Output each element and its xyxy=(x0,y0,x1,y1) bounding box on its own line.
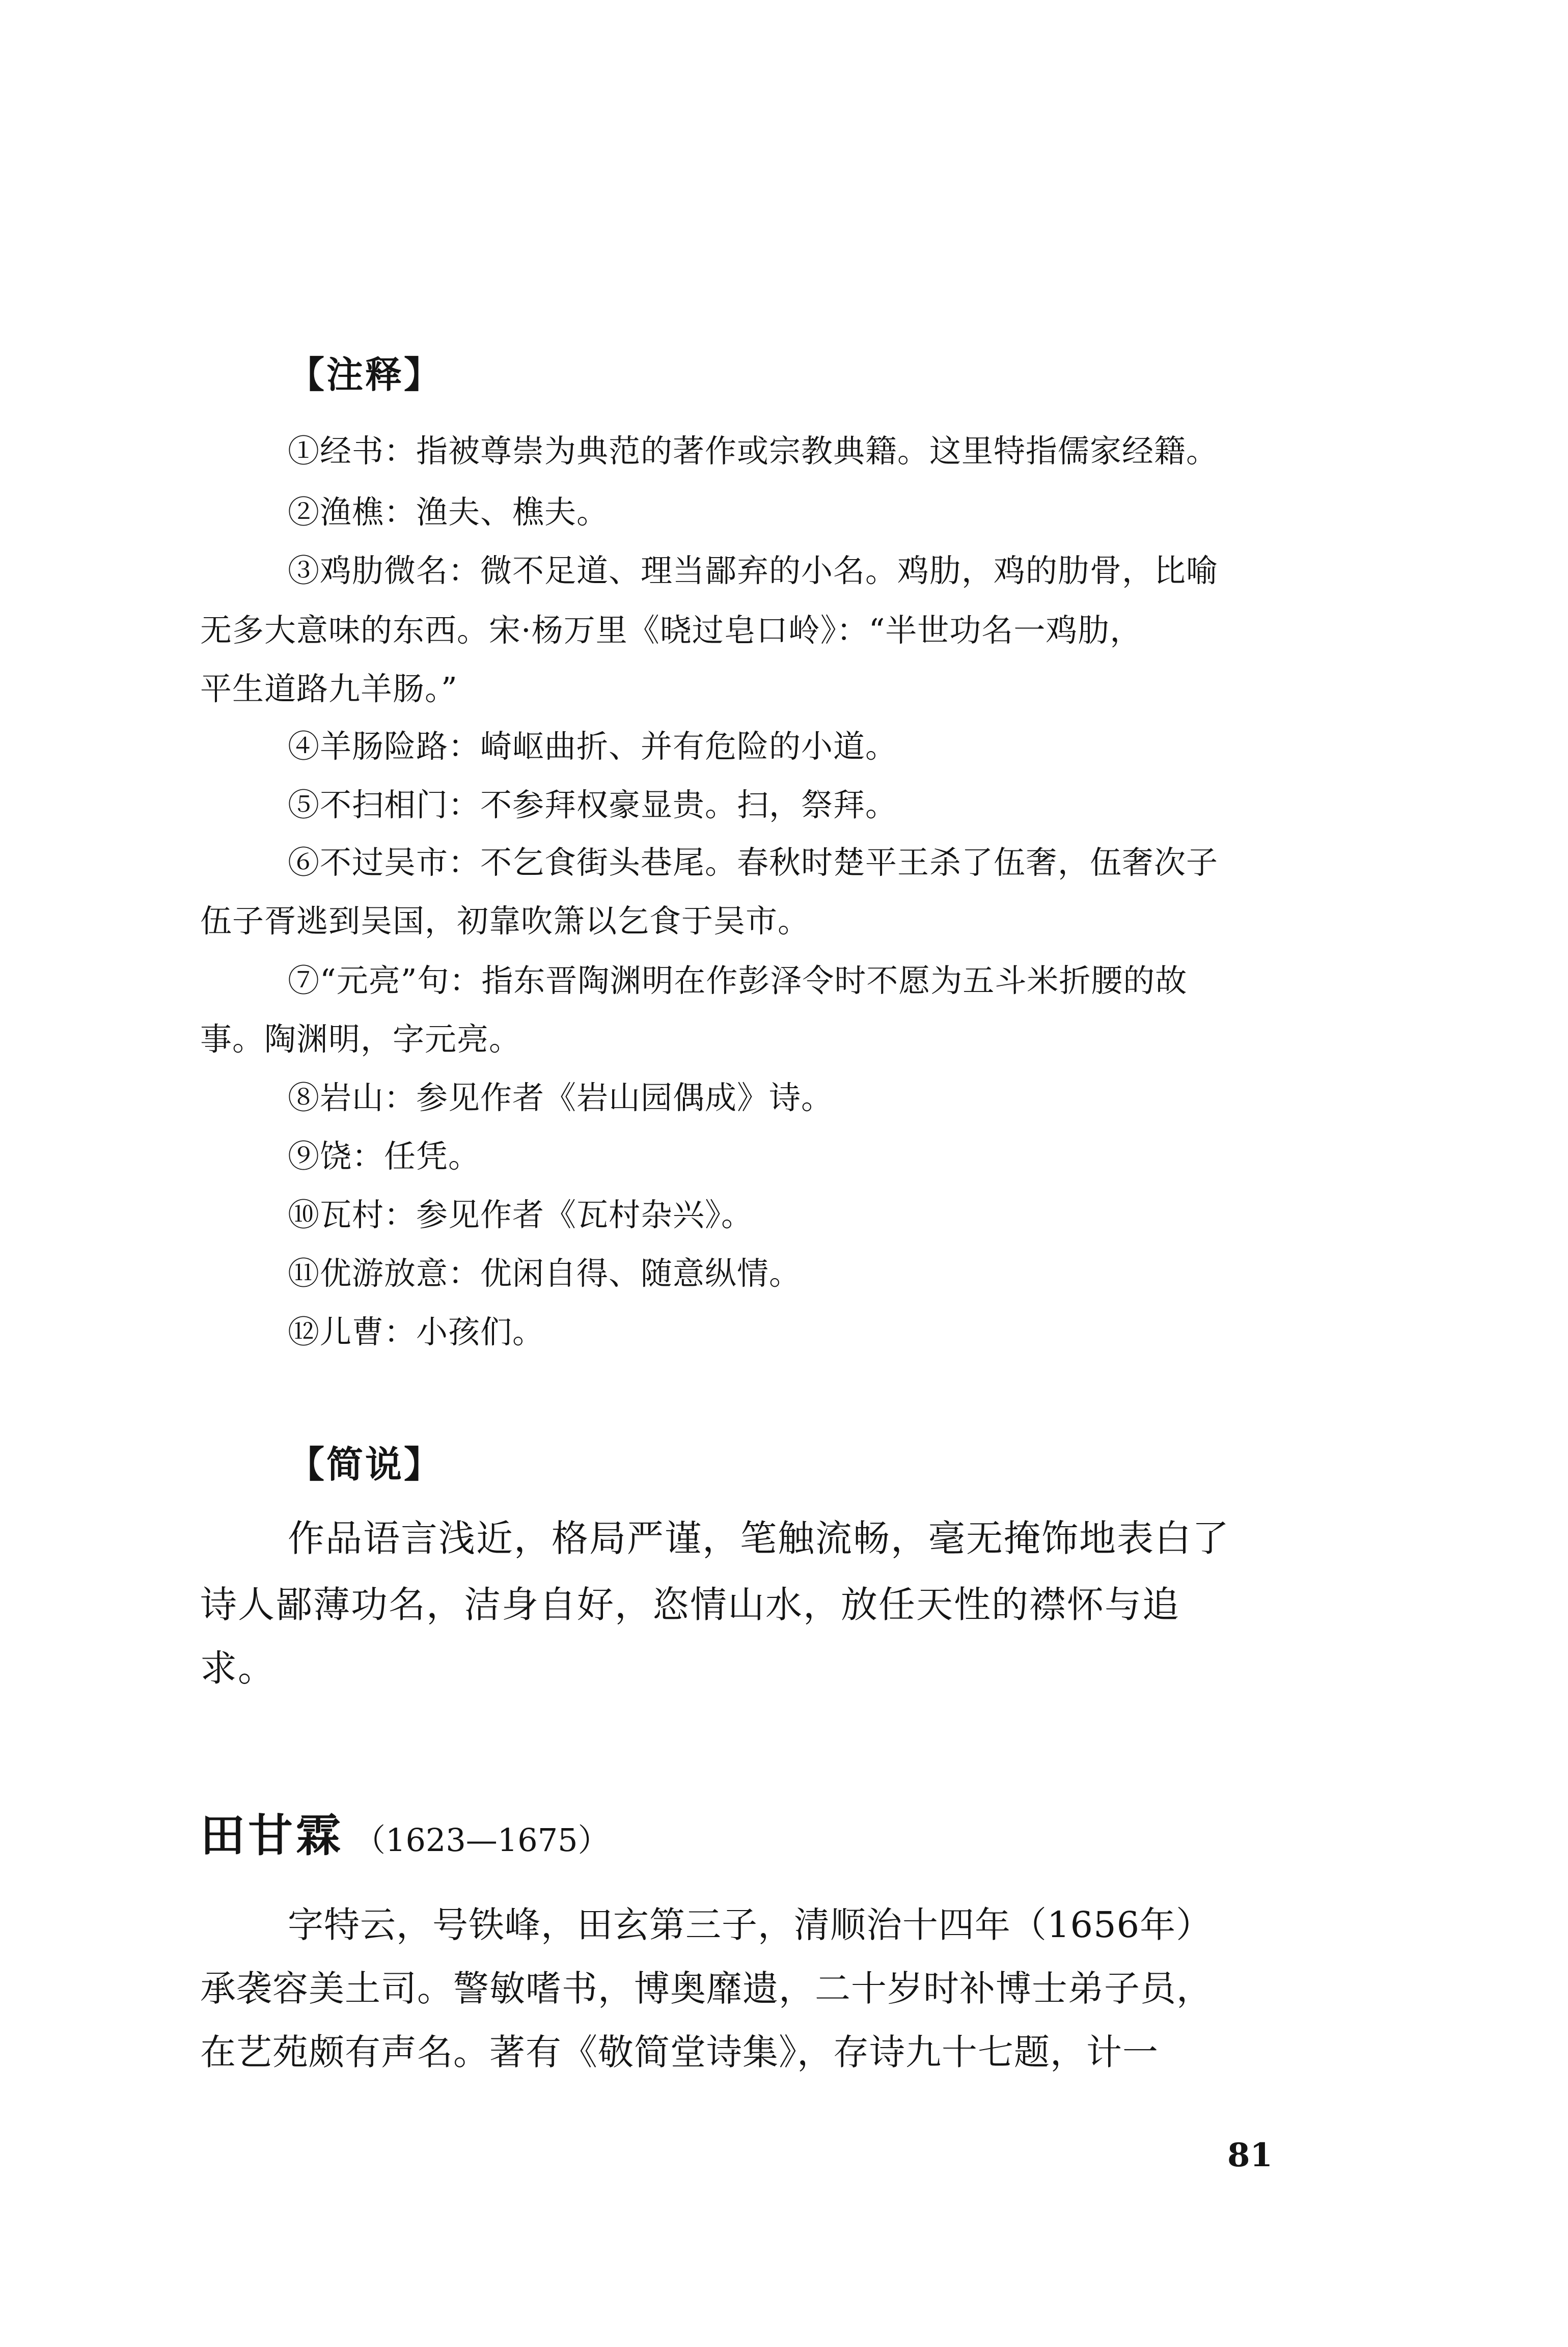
bio-line: 承袭容美土司。警敏嗜书，博奥靡遗，二十岁时补博士弟子员， xyxy=(200,1968,1213,2009)
notes-heading: 【注释】 xyxy=(288,353,443,396)
author-name: 田甘霖 xyxy=(200,1809,344,1862)
note-line: ⑪优游放意：优闲自得、随意纵情。 xyxy=(288,1255,802,1292)
commentary-line: 诗人鄙薄功名，洁身自好，恣情山水，放任天性的襟怀与追 xyxy=(200,1583,1180,1626)
note-line: ①经书：指被尊崇为典范的著作或宗教典籍。这里特指儒家经籍。 xyxy=(288,432,1219,470)
author-header xyxy=(200,1800,610,1864)
author-years: （1623—1675） xyxy=(354,1821,610,1859)
note-line: 平生道路九羊肠。” xyxy=(200,670,458,707)
note-line: 伍子胥逃到吴国，初靠吹箫以乞食于吴市。 xyxy=(200,902,810,940)
commentary-line: 作品语言浅近，格局严谨，笔触流畅，毫无掩饰地表白了 xyxy=(288,1517,1230,1560)
note-line: ③鸡肋微名：微不足道、理当鄙弃的小名。鸡肋，鸡的肋骨，比喻 xyxy=(288,552,1219,589)
bio-line: 在艺苑颇有声名。著有《敬简堂诗集》，存诗九十七题，计一 xyxy=(200,2031,1159,2073)
commentary-line: 求。 xyxy=(200,1647,276,1690)
note-line: ⑤不扫相门：不参拜权豪显贵。扫，祭拜。 xyxy=(288,786,898,823)
note-line: ④羊肠险路：崎岖曲折、并有危险的小道。 xyxy=(288,728,898,765)
note-line: 无多大意味的东西。宋·杨万里《晓过皂口岭》：“半世功名一鸡肋， xyxy=(200,612,1142,649)
commentary-heading: 【简说】 xyxy=(288,1443,443,1486)
note-line: ⑦“元亮”句：指东晋陶渊明在作彭泽令时不愿为五斗米折腰的故 xyxy=(288,962,1188,999)
page-number: 81 xyxy=(1227,2136,1273,2174)
note-line: 事。陶渊明，字元亮。 xyxy=(200,1020,521,1058)
note-line: ⑧岩山：参见作者《岩山园偶成》诗。 xyxy=(288,1079,834,1116)
note-line: ②渔樵：渔夫、樵夫。 xyxy=(288,493,609,531)
note-line: ⑩瓦村：参见作者《瓦村杂兴》。 xyxy=(288,1196,754,1233)
note-line: ⑫儿曹：小孩们。 xyxy=(288,1313,545,1350)
note-line: ⑨饶：任凭。 xyxy=(288,1138,481,1175)
bio-line: 字特云，号铁峰，田玄第三子，清顺治十四年（1656年） xyxy=(288,1904,1213,1946)
note-line: ⑥不过吴市：不乞食街头巷尾。春秋时楚平王杀了伍奢，伍奢次子 xyxy=(288,844,1219,881)
